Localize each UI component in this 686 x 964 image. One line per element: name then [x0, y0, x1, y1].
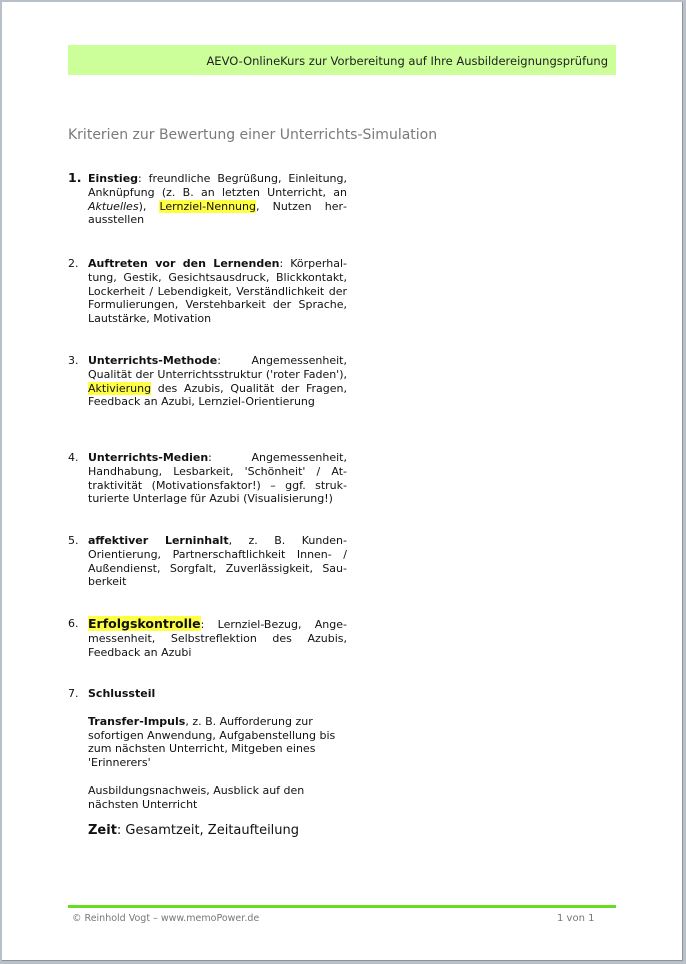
transfer-term: Transfer-Impuls	[88, 714, 186, 728]
zeit-text: : Gesamtzeit, Zeitaufteilung	[116, 822, 300, 838]
criteria-item-auftreten	[64, 257, 364, 326]
item-body	[88, 451, 347, 506]
item-text: : freundliche Begrüßung, Einleitung, Anknüpfung (z. B. an letzten Unterricht, an	[88, 172, 347, 199]
criteria-item-medien	[64, 451, 364, 506]
item-body	[88, 257, 347, 326]
item-text: , Nutzen herausstellen	[88, 199, 347, 227]
nachweis-paragraph: Ausbildungsnachweis, Ausblick auf den nächsten Unterricht	[88, 783, 305, 811]
footer-divider	[68, 905, 616, 908]
header-text: AEVO-OnlineKurs zur Vorbereitung auf Ihre Ausbildereignungsprüfung	[206, 54, 608, 68]
header-bar	[68, 45, 616, 75]
item-text: des Azubis, Qualität der Fragen, Feedback an Azubi, Lernziel-Orientierung	[88, 381, 347, 409]
item-number: 7.	[68, 687, 79, 700]
criteria-item-methode	[64, 354, 364, 409]
item-term: Unterrichts-Methode	[88, 354, 218, 367]
item-term: Auftreten vor den Lernenden	[88, 257, 280, 270]
item-text: ),	[138, 199, 160, 213]
item-body	[88, 354, 347, 409]
item-term: Einstieg	[88, 172, 139, 185]
highlighted-text: Aktivierung	[88, 381, 152, 395]
highlighted-term: Erfolgskontrolle	[88, 616, 201, 631]
criteria-item-erfolgskontrolle	[64, 617, 364, 659]
item-text: : Angemessenheit, Qualität der Unterrichtsstruktur ('roter Faden'),	[88, 354, 347, 381]
criteria-item-schlussteil	[64, 687, 364, 837]
page-title: Kriterien zur Bewertung einer Unterrichts-Simulation	[68, 127, 438, 143]
item-text-italic: Aktuelles	[88, 199, 139, 213]
item-body	[88, 687, 347, 701]
page-number: 1 von 1	[557, 913, 595, 924]
item-term: affektiver Lerninhalt	[88, 534, 229, 547]
item-body	[88, 617, 347, 659]
item-number: 6.	[68, 617, 79, 630]
item-term: Unterrichts-Medien	[88, 451, 209, 464]
item-number: 3.	[68, 354, 79, 367]
item-text: , z. B. Kunden-Orientierung, Partnerschaftlichkeit Innen- / Außendienst, Sorgfalt, Zuverlässigkeit, Sauberkeit	[88, 534, 347, 589]
transfer-text: , z. B. Aufforderung zur sofortigen Anwendung, Aufgabenstellung bis zum nächsten Unterricht, Mitgeben eines 'Erinnerers'	[88, 714, 336, 770]
item-body	[88, 172, 347, 227]
zeit-paragraph	[88, 824, 347, 838]
item-number: 4.	[68, 451, 79, 464]
item-text: : Lernziel-Bezug, Angemessenheit, Selbstreflektion des Azubis, Feedback an Azubi	[88, 618, 347, 659]
footer-copyright: © Reinhold Vogt – www.memoPower.de	[72, 913, 260, 924]
item-text: : Angemessenheit, Handhabung, Lesbarkeit, 'Schönheit' / Attraktivität (Motivationsfaktor!) – ggf. strukturierte Unterlage für Azubi (Visualisierung!)	[88, 451, 347, 506]
item-number: 1.	[68, 170, 82, 185]
zeit-term: Zeit	[88, 822, 117, 838]
item-body	[88, 534, 347, 589]
criteria-item-affektiv	[64, 534, 364, 589]
criteria-item-einstieg	[64, 172, 364, 227]
item-text: : Körperhaltung, Gestik, Gesichtsausdruck, Blickkontakt, Lockerheit / Lebendigkeit, Verständlichkeit der Formulierungen, Verstehbarkeit der Sprache, Lautstärke, Motivation	[88, 257, 348, 326]
item-term: Schlussteil	[88, 687, 156, 700]
transfer-paragraph	[88, 715, 347, 770]
document-page	[2, 2, 683, 961]
highlighted-text: Lernziel-Nennung	[159, 199, 256, 213]
item-number: 5.	[68, 534, 79, 547]
item-number: 2.	[68, 257, 79, 270]
